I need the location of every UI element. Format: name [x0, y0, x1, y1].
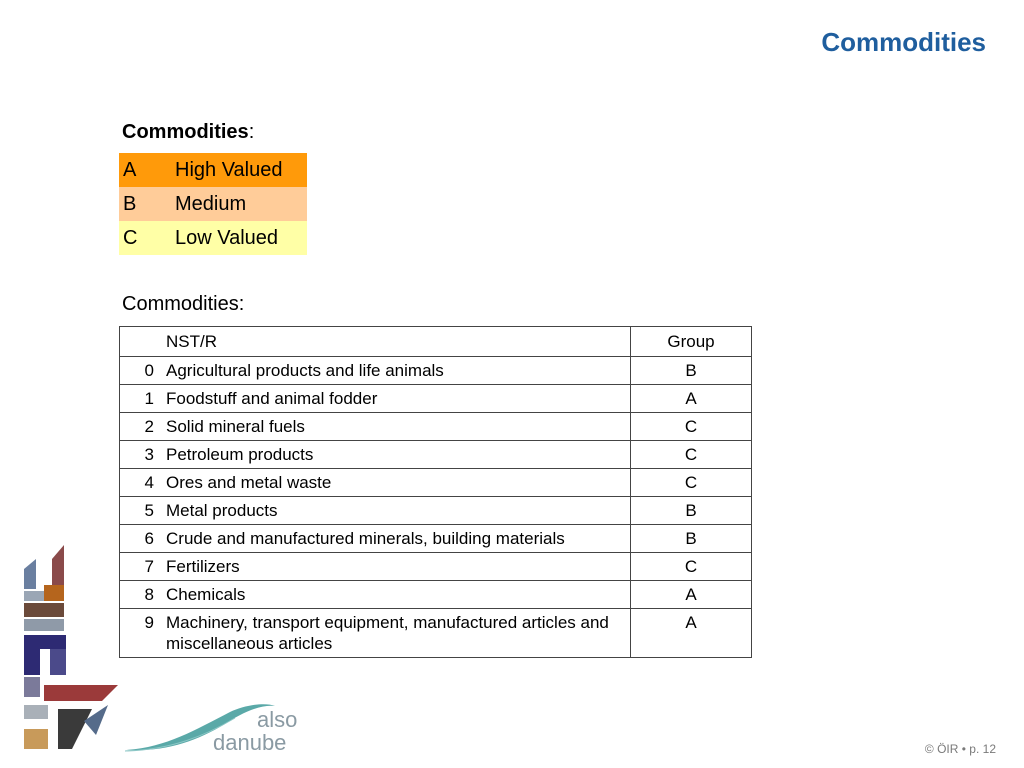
row-num: 6 [120, 525, 163, 553]
table-row [120, 385, 752, 413]
row-num: 4 [120, 469, 163, 497]
legend-code: A [119, 153, 175, 187]
legend-heading-text: Commodities [122, 121, 249, 143]
table-row [120, 413, 752, 441]
row-desc: Metal products [162, 497, 631, 525]
row-group: A [631, 609, 752, 658]
commodity-group-legend [119, 153, 307, 255]
header-num-cell [120, 327, 163, 357]
row-group: A [631, 581, 752, 609]
row-num: 1 [120, 385, 163, 413]
table-row [120, 441, 752, 469]
row-group: A [631, 385, 752, 413]
row-group: C [631, 441, 752, 469]
table-row [120, 525, 752, 553]
table-row [120, 553, 752, 581]
legend-label: Medium [175, 187, 307, 221]
logo-text-also: also [257, 707, 298, 732]
table-header-row [120, 327, 752, 357]
table-row [120, 609, 752, 658]
page-footer: © ÖIR • p. 12 [924, 742, 996, 756]
photo-collage-decoration [22, 545, 118, 750]
row-num: 5 [120, 497, 163, 525]
legend-label: High Valued [175, 153, 307, 187]
table-row [120, 581, 752, 609]
row-desc: Fertilizers [162, 553, 631, 581]
row-num: 8 [120, 581, 163, 609]
row-group: B [631, 497, 752, 525]
table-row [120, 469, 752, 497]
row-num: 7 [120, 553, 163, 581]
header-group: Group [631, 327, 752, 357]
row-desc: Petroleum products [162, 441, 631, 469]
legend-code: B [119, 187, 175, 221]
header-nst: NST/R [162, 327, 631, 357]
table-row [120, 497, 752, 525]
legend-heading [122, 121, 254, 144]
row-desc: Crude and manufactured minerals, building materials [162, 525, 631, 553]
slide-title: Commodities [821, 27, 986, 57]
row-desc: Agricultural products and life animals [162, 357, 631, 385]
row-group: C [631, 413, 752, 441]
legend-row-c [119, 221, 307, 255]
legend-label: Low Valued [175, 221, 307, 255]
row-num: 3 [120, 441, 163, 469]
row-desc: Foodstuff and animal fodder [162, 385, 631, 413]
table-row [120, 357, 752, 385]
nst-commodity-table [119, 326, 752, 658]
row-num: 2 [120, 413, 163, 441]
row-desc: Chemicals [162, 581, 631, 609]
legend-code: C [119, 221, 175, 255]
row-group: C [631, 469, 752, 497]
row-desc: Machinery, transport equipment, manufactured articles and miscellaneous articles [162, 609, 631, 658]
legend-heading-colon: : [248, 121, 255, 143]
row-desc: Ores and metal waste [162, 469, 631, 497]
table-heading: Commodities: [122, 293, 245, 315]
row-num: 0 [120, 357, 163, 385]
row-num: 9 [120, 609, 163, 658]
row-group: B [631, 525, 752, 553]
logo-text-danube: danube [213, 730, 287, 755]
also-danube-logo [125, 700, 310, 755]
row-desc: Solid mineral fuels [162, 413, 631, 441]
row-group: B [631, 357, 752, 385]
legend-row-b [119, 187, 307, 221]
legend-row-a [119, 153, 307, 187]
row-group: C [631, 553, 752, 581]
